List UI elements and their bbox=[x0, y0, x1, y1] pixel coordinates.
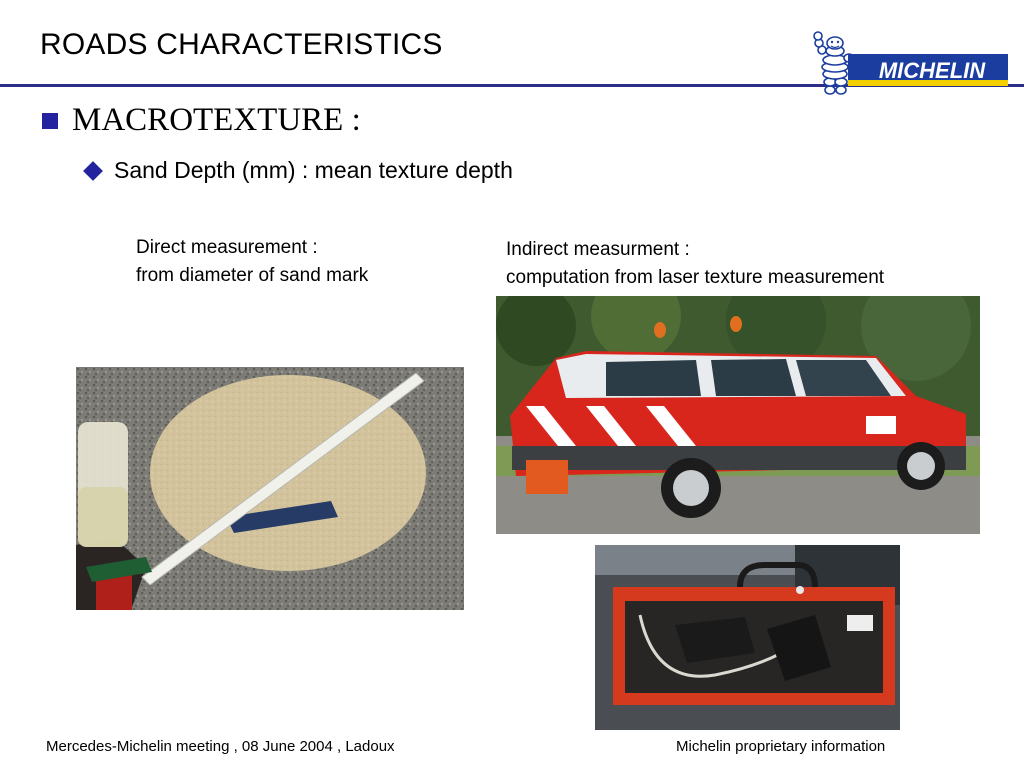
caption-indirect-line1: Indirect measurment : bbox=[506, 239, 690, 260]
caption-indirect-line2: computation from laser texture measurement bbox=[506, 267, 885, 288]
footer-meeting-info: Mercedes-Michelin meeting , 08 June 2004 , Ladoux bbox=[46, 738, 395, 755]
caption-direct-measurement bbox=[136, 234, 368, 290]
bullet-macrotexture-text: MACROTEXTURE : bbox=[72, 102, 361, 138]
footer-proprietary-notice: Michelin proprietary information bbox=[676, 738, 886, 755]
square-bullet-icon bbox=[42, 113, 58, 129]
caption-direct-line2: from diameter of sand mark bbox=[136, 265, 369, 286]
bullet-macrotexture bbox=[42, 102, 361, 139]
logo-wordmark: MICHELIN bbox=[878, 58, 986, 83]
michelin-logo bbox=[808, 24, 1012, 98]
bullet-sand-depth-text: Sand Depth (mm) : mean texture depth bbox=[114, 157, 513, 183]
slide-title: ROADS CHARACTERISTICS bbox=[40, 28, 443, 61]
caption-direct-line1: Direct measurement : bbox=[136, 237, 318, 258]
sand-patch-photo bbox=[76, 367, 464, 610]
caption-indirect-measurement bbox=[506, 236, 884, 292]
bullet-sand-depth bbox=[82, 157, 513, 184]
diamond-bullet-icon bbox=[83, 161, 103, 181]
laser-measurement-vehicle-photo bbox=[496, 296, 980, 534]
michelin-man-icon bbox=[808, 24, 1012, 98]
laser-sensor-box-photo bbox=[595, 545, 900, 730]
